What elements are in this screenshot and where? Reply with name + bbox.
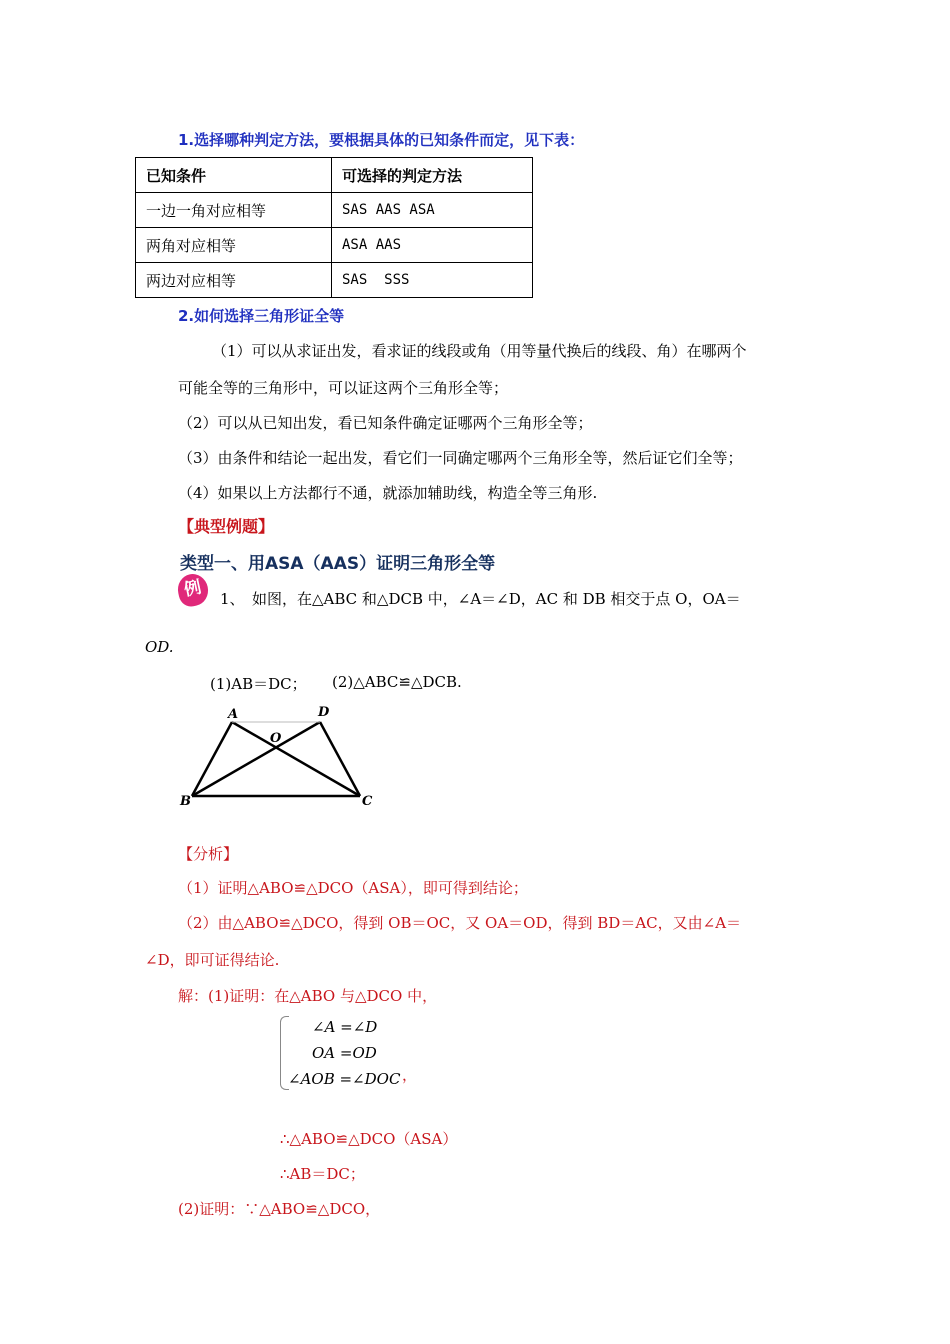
label-c: C bbox=[362, 794, 373, 809]
label-d: D bbox=[318, 705, 330, 720]
heading-1: 1.选择哪种判定方法，要根据具体的已知条件而定，见下表： bbox=[178, 131, 585, 149]
table-header-cell: 已知条件 bbox=[136, 158, 332, 193]
label-a: A bbox=[228, 707, 239, 722]
solution-line-1: 解：(1)证明：在△ABO 与△DCO 中， bbox=[178, 987, 438, 1005]
table-row bbox=[136, 263, 533, 298]
conclusion-1: ∴△ABO≌△DCO（ASA） bbox=[280, 1130, 458, 1148]
heading-2: 2.如何选择三角形证全等 bbox=[178, 307, 345, 325]
label-o: O bbox=[270, 731, 282, 746]
system-eq-3: ∠AOB =∠DOC bbox=[288, 1070, 401, 1088]
system-eq-2: OA =OD bbox=[312, 1044, 377, 1062]
solution-line-2: (2)证明：∵△ABO≌△DCO， bbox=[178, 1200, 381, 1218]
example-badge-icon: 例 bbox=[175, 571, 211, 609]
analysis-2-b: ∠D，即可证得结论. bbox=[145, 951, 280, 969]
conditions-table bbox=[135, 157, 533, 298]
method-4: （4）如果以上方法都行不通，就添加辅助线，构造全等三角形. bbox=[178, 484, 598, 502]
table-cell: 两角对应相等 bbox=[136, 228, 332, 263]
table-header-row bbox=[136, 158, 533, 193]
table-cell: 两边对应相等 bbox=[136, 263, 332, 298]
method-2: （2）可以从已知出发，看已知条件确定证哪两个三角形全等； bbox=[178, 414, 593, 432]
method-1-line-a: （1）可以从求证出发，看求证的线段或角（用等量代换后的线段、角）在哪两个 bbox=[212, 342, 747, 360]
table-row bbox=[136, 193, 533, 228]
table-header-cell: 可选择的判定方法 bbox=[332, 158, 533, 193]
method-3: （3）由条件和结论一起出发，看它们一同确定哪两个三角形全等，然后证它们全等； bbox=[178, 449, 743, 467]
table-cell: SAS SSS bbox=[332, 263, 533, 298]
method-1-line-b: 可能全等的三角形中，可以证这两个三角形全等； bbox=[178, 379, 509, 397]
type-title: 类型一、用ASA（AAS）证明三角形全等 bbox=[180, 554, 496, 574]
table-cell: SAS AAS ASA bbox=[332, 193, 533, 228]
conclusion-2: ∴AB＝DC； bbox=[280, 1165, 365, 1183]
analysis-2-a: （2）由△ABO≌△DCO，得到 OB＝OC，又 OA＝OD，得到 BD＝AC，又由∠A＝ bbox=[178, 914, 742, 932]
table-cell: ASA AAS bbox=[332, 228, 533, 263]
question-2: (2)△ABC≌△DCB. bbox=[332, 673, 462, 691]
example-number: 1、 bbox=[220, 590, 245, 608]
table-row bbox=[136, 228, 533, 263]
question-1: (1)AB＝DC； bbox=[210, 675, 307, 693]
example-text-b: OD. bbox=[145, 638, 174, 656]
system-eq-1: ∠A =∠D bbox=[312, 1018, 378, 1036]
label-b: B bbox=[180, 794, 191, 809]
triangle-figure bbox=[172, 700, 382, 810]
analysis-title: 【分析】 bbox=[178, 845, 239, 863]
section-title: 【典型例题】 bbox=[178, 517, 275, 536]
system-comma: ， bbox=[402, 1066, 418, 1084]
example-text-a: 如图，在△ABC 和△DCB 中，∠A＝∠D，AC 和 DB 相交于点 O，OA＝ bbox=[252, 590, 741, 608]
table-cell: 一边一角对应相等 bbox=[136, 193, 332, 228]
analysis-1: （1）证明△ABO≌△DCO（ASA），即可得到结论； bbox=[178, 879, 528, 897]
